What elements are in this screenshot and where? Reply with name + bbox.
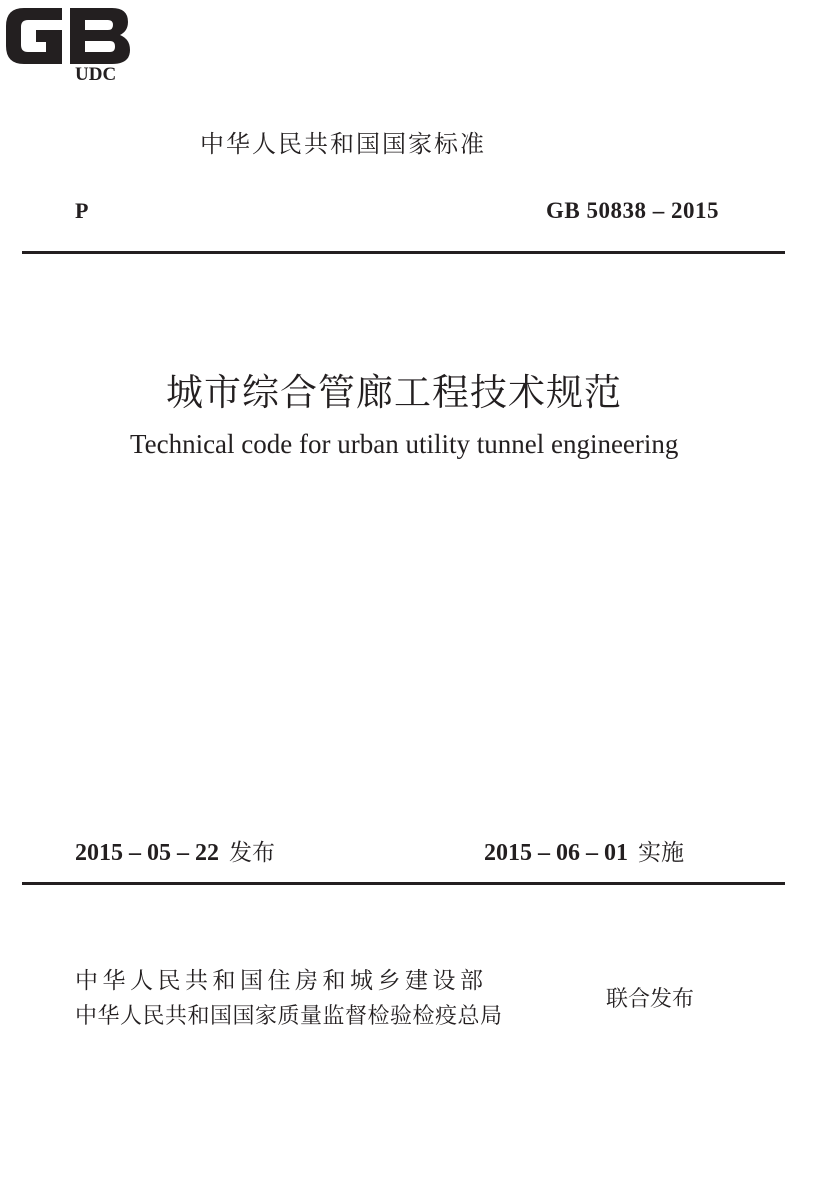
implementation-date-line xyxy=(484,834,684,867)
issue-date: 2015 – 05 – 22 xyxy=(75,840,219,866)
top-divider xyxy=(22,251,785,254)
issuer-ministry: 中华人民共和国住房和城乡建设部 xyxy=(75,968,488,994)
issue-date-line xyxy=(75,834,275,867)
standard-number: GB 50838 – 2015 xyxy=(546,198,719,223)
udc-label: UDC xyxy=(75,64,117,85)
bottom-divider xyxy=(22,882,785,885)
joint-issue-label: 联合发布 xyxy=(606,987,695,1012)
implementation-label: 实施 xyxy=(638,840,684,866)
implementation-date: 2015 – 06 – 01 xyxy=(484,840,628,866)
standard-type-heading: 中华人民共和国国家标准 xyxy=(200,130,486,158)
issuer-aqsiq: 中华人民共和国国家质量监督检验检疫总局 xyxy=(75,1004,503,1029)
classification-code: P xyxy=(75,198,89,223)
title-english: Technical code for urban utility tunnel engineering xyxy=(130,429,679,459)
gb-logo-icon xyxy=(0,0,134,72)
issue-label: 发布 xyxy=(229,840,275,866)
title-chinese: 城市综合管廊工程技术规范 xyxy=(166,373,622,414)
